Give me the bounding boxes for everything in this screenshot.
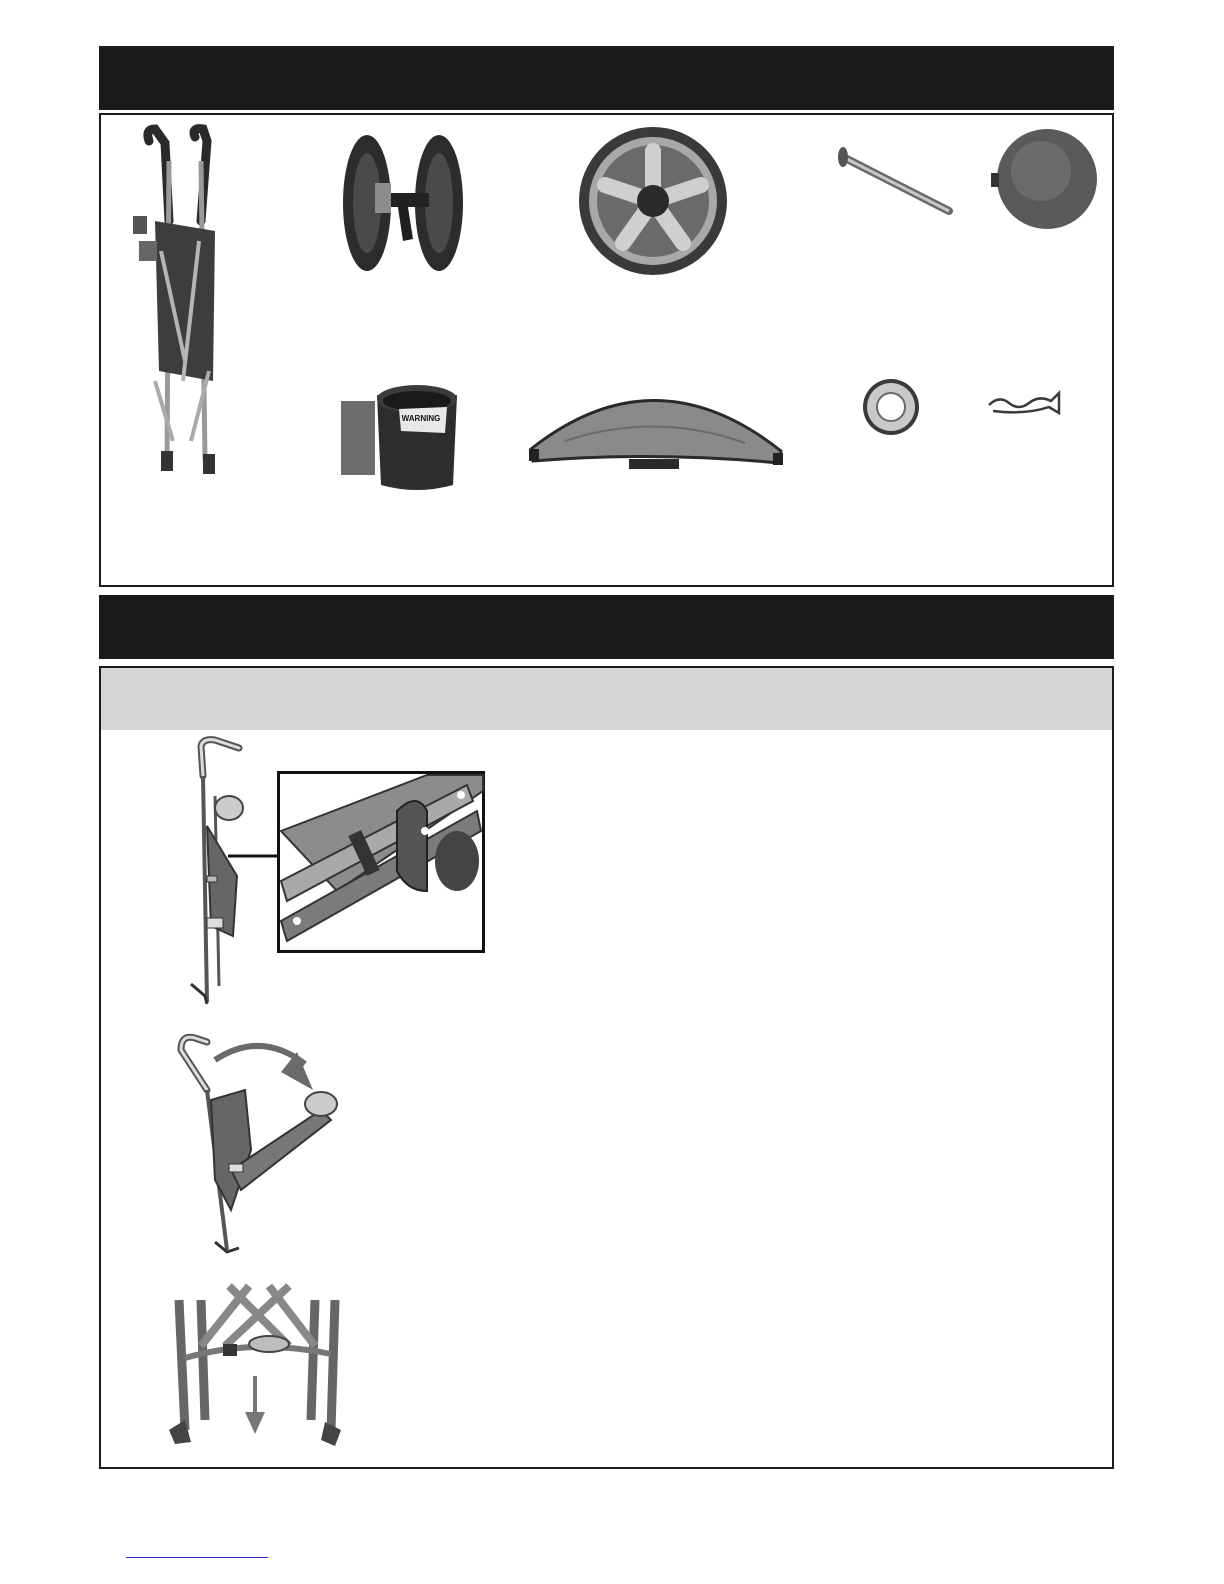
parts-header-bar [99, 46, 1114, 110]
assembly-header-bar [99, 595, 1114, 659]
step-1-stroller-illustration [181, 736, 261, 1008]
folded-stroller-image [125, 121, 225, 491]
washer-image [861, 377, 921, 437]
footer-link-underline[interactable] [126, 1557, 268, 1558]
step-2-unfold-illustration [171, 1030, 351, 1262]
strap-detail-inset [277, 771, 485, 953]
hub-cap-image [991, 125, 1101, 237]
canopy-image [525, 371, 789, 475]
rear-wheel-axle-image [339, 131, 469, 281]
step-heading-band [101, 668, 1112, 730]
step-3-lock-illustration [165, 1280, 355, 1452]
front-wheel-image [575, 123, 731, 279]
cup-holder-image [337, 385, 467, 497]
axle-pin-image [831, 145, 961, 225]
assembly-box [99, 666, 1114, 1469]
parts-box [99, 113, 1114, 587]
cup-holder-warning-label: WARNING [401, 414, 441, 423]
cotter-pin-image [985, 387, 1065, 419]
